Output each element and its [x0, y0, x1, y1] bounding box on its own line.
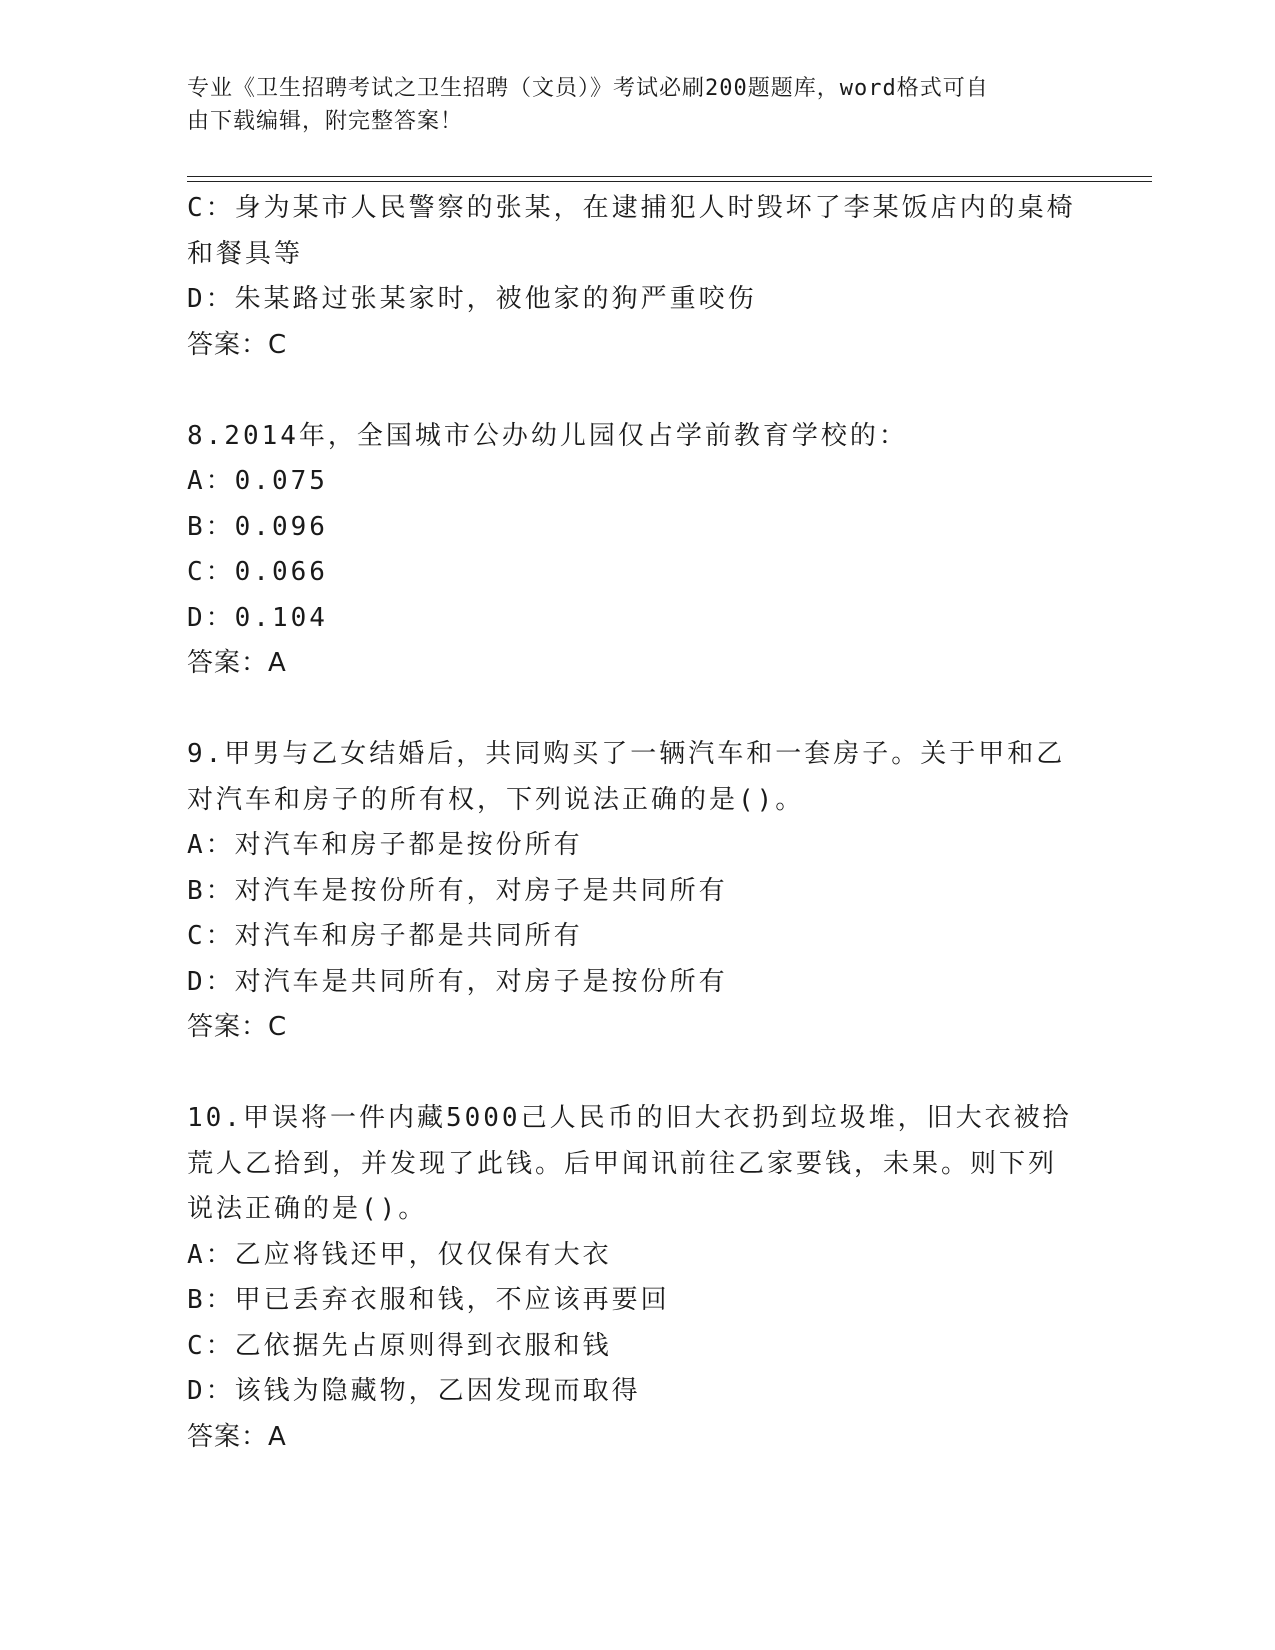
- q9-option-d: D：对汽车是共同所有，对房子是按份所有: [187, 966, 728, 997]
- q9-question-line-2: 对汽车和房子的所有权，下列说法正确的是()。: [187, 784, 805, 815]
- spacer: [187, 368, 1067, 414]
- header-line-1: 专业《卫生招聘考试之卫生招聘（文员）》考试必刷200题题库，word格式可自: [187, 76, 989, 101]
- question-list: [187, 186, 1076, 1460]
- q9-option-a: A：对汽车和房子都是按份所有: [187, 830, 583, 860]
- q10-question-line-2: 荒人乙拾到，并发现了此钱。后甲闻讯前往乙家要钱，未果。则下列: [187, 1148, 1058, 1179]
- q8-option-a: A：0.075: [187, 466, 328, 496]
- spacer: [187, 1051, 1067, 1097]
- document-header: [187, 72, 1067, 138]
- q9-option-b: B：对汽车是按份所有，对房子是共同所有: [187, 875, 728, 906]
- q9-question-line-1: 9.甲男与乙女结婚后，共同购买了一辆汽车和一套房子。关于甲和乙: [187, 739, 1066, 769]
- question-10: [187, 1096, 1072, 1460]
- q8-question: 8.2014年，全国城市公办幼儿园仅占学前教育学校的：: [187, 420, 908, 451]
- q10-answer: 答案：A: [187, 1421, 287, 1452]
- q8-option-c: C：0.066: [187, 557, 328, 587]
- q7-option-c-line-1: C：身为某市人民警察的张某，在逮捕犯人时毁坏了李某饭店内的桌椅: [187, 193, 1076, 223]
- q10-option-a: A：乙应将钱还甲，仅仅保有大衣: [187, 1239, 612, 1270]
- q8-option-d: D：0.104: [187, 602, 328, 633]
- q7-answer: 答案：C: [187, 329, 288, 360]
- header-line-2: 由下载编辑，附完整答案！: [187, 109, 464, 134]
- header-rule-top: [187, 176, 1152, 177]
- q7-option-c-line-2: 和餐具等: [187, 238, 304, 269]
- header-rule-bottom: [187, 181, 1152, 182]
- q10-option-d: D：该钱为隐藏物，乙因发现而取得: [187, 1376, 641, 1406]
- spacer: [187, 687, 1067, 733]
- q10-question-line-3: 说法正确的是()。: [187, 1194, 428, 1224]
- q10-option-b: B：甲已丢弃衣服和钱，不应该再要回: [187, 1285, 670, 1315]
- question-9: [187, 732, 1067, 1051]
- q8-option-b: B：0.096: [187, 511, 328, 542]
- q9-answer: 答案：C: [187, 1012, 288, 1042]
- q9-option-c: C：对汽车和房子都是共同所有: [187, 921, 583, 951]
- q8-answer: 答案：A: [187, 648, 287, 678]
- question-8: [187, 414, 1067, 687]
- q7-option-d: D：朱某路过张某家时，被他家的狗严重咬伤: [187, 284, 757, 314]
- q10-option-c: C：乙依据先占原则得到衣服和钱: [187, 1330, 612, 1361]
- question-7-tail: [187, 186, 1076, 368]
- q10-question-line-1: 10.甲误将一件内藏5000己人民币的旧大衣扔到垃圾堆，旧大衣被拾: [187, 1103, 1072, 1133]
